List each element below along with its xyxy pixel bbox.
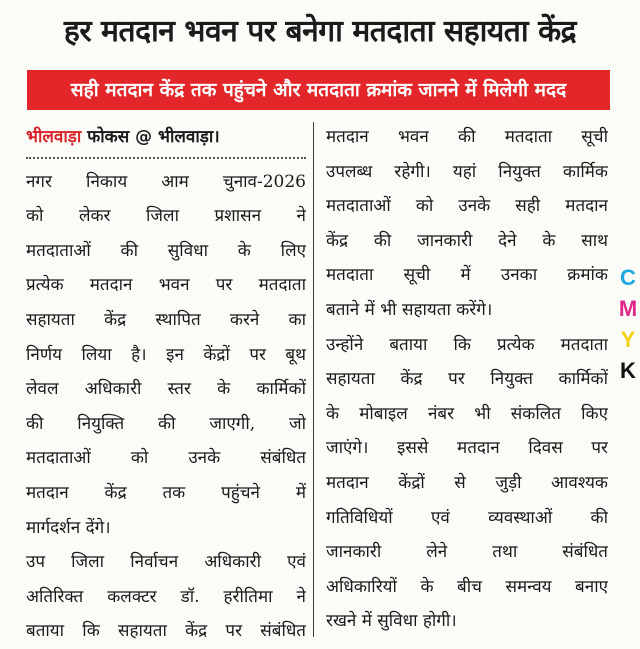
right-text-line: मतदाताओं को उनके सही मतदान xyxy=(326,196,608,217)
column-divider xyxy=(313,122,314,637)
left-text-line: प्रत्येक मतदान भवन पर मतदाता xyxy=(26,275,306,296)
cmyk-mark-m: M xyxy=(618,296,638,321)
cmyk-mark-c: C xyxy=(620,265,636,290)
left-column-body xyxy=(26,165,306,649)
dateline-source: फोकस @ भीलवाड़ा। xyxy=(81,127,220,147)
dateline-place: भीलवाड़ा xyxy=(26,127,82,147)
left-text-line: की नियुक्ति की जाएगी, जो xyxy=(26,413,306,434)
left-text-line: नगर निकाय आम चुनाव-2026 xyxy=(26,171,306,192)
right-text-line: सहायता केंद्र पर नियुक्त कार्मिकों xyxy=(326,369,608,390)
left-text-line: मार्गदर्शन देंगे। xyxy=(26,517,111,538)
left-text-line: लेवल अधिकारी स्तर के कार्मिकों xyxy=(26,379,306,400)
left-text-line: मतदाताओं की सुविधा के लिए xyxy=(26,240,306,261)
right-column-body xyxy=(326,120,608,639)
left-text-line: बताया कि सहायता केंद्र पर संबंधित xyxy=(26,621,306,642)
left-text-line: उप जिला निर्वाचन अधिकारी एवं xyxy=(26,552,306,573)
cmyk-mark-k: K xyxy=(620,358,636,383)
right-text-line: अधिकारियों के बीच समन्वय बनाए xyxy=(326,576,608,597)
cmyk-registration-marks xyxy=(618,262,638,386)
left-column xyxy=(26,120,306,649)
dotted-divider xyxy=(26,157,306,159)
left-text-line: को लेकर जिला प्रशासन ने xyxy=(26,206,306,227)
right-text-line: जाएंगे। इससे मतदान दिवस पर xyxy=(326,438,608,459)
left-text-line: अतिरिक्त कलक्टर डॉ. हरीतिमा ने xyxy=(26,586,306,607)
right-text-line: बताने में भी सहायता करेंगे। xyxy=(326,299,493,320)
right-text-line: मतदान भवन की मतदाता सूची xyxy=(326,127,608,147)
left-text-line: सहायता केंद्र स्थापित करने का xyxy=(26,309,306,330)
right-text-line: केंद्र की जानकारी देने के साथ xyxy=(326,230,608,251)
right-text-line: रखने में सुविधा होगी। xyxy=(326,611,457,632)
cmyk-mark-y: Y xyxy=(620,327,636,352)
right-text-line: उपलब्ध रहेगी। यहां नियुक्त कार्मिक xyxy=(326,161,608,182)
right-text-line: जानकारी लेने तथा संबंधित xyxy=(326,542,608,563)
right-text-line: के मोबाइल नंबर भी संकलित किए xyxy=(326,403,608,424)
headline: हर मतदान भवन पर बनेगा मतदाता सहायता केंद्र xyxy=(63,14,577,49)
left-text-line: मतदाताओं को उनके संबंधित xyxy=(26,448,306,469)
right-text-line: मतदान केंद्रों से जुड़ी आवश्यक xyxy=(326,472,608,493)
left-text-line: निर्णय लिया है। इन केंद्रों पर बूथ xyxy=(26,344,306,365)
right-text-line: मतदाता सूची में उनका क्रमांक xyxy=(326,265,608,286)
subheadline-banner: सही मतदान केंद्र तक पहुंचने और मतदाता क्रमांक जानने में मिलेगी मदद xyxy=(27,70,610,110)
right-column xyxy=(326,120,608,639)
right-text-line: उन्होंने बताया कि प्रत्येक मतदाता xyxy=(326,334,608,355)
dateline xyxy=(26,120,306,155)
left-text-line: मतदान केंद्र तक पहुंचने में xyxy=(26,482,306,503)
right-text-line: गतिविधियों एवं व्यवस्थाओं की xyxy=(326,507,608,528)
